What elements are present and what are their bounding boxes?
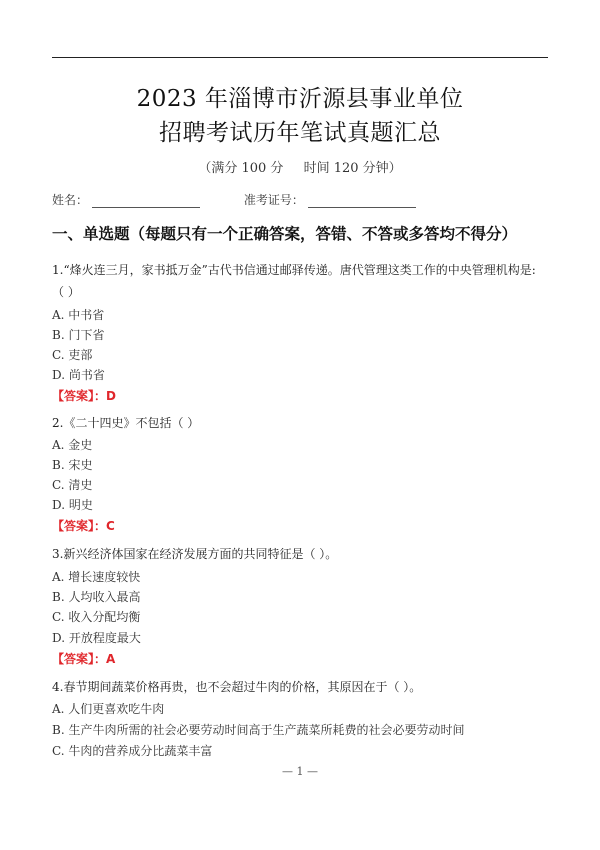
id-label: 准考证号： (243, 193, 304, 207)
question-1-option-c: C. 吏部 (52, 348, 93, 362)
exam-info (0, 157, 600, 176)
top-rule (52, 57, 548, 58)
section-title: 一、单选题（每题只有一个正确答案，答错、不答或多答均不得分） (52, 224, 518, 243)
question-2-option-a: A. 金史 (52, 438, 93, 452)
page-title-line1: 2023 年淄博市沂源县事业单位 (136, 86, 464, 112)
question-3-option-b: B. 人均收入最高 (52, 590, 141, 604)
question-2-answer: 【答案】：C (52, 519, 115, 533)
question-3-option-d: D. 开放程度最大 (52, 631, 141, 645)
question-3-option-c: C. 收入分配均衡 (52, 610, 141, 624)
question-4-option-a: A. 人们更喜欢吃牛肉 (52, 702, 165, 716)
page-title-line2: 招聘考试历年笔试真题汇总 (159, 120, 441, 146)
question-2-option-c: C. 清史 (52, 478, 93, 492)
page-number: — 1 — (282, 765, 318, 778)
question-2-stem: 2.《二十四史》不包括（ ） (52, 416, 200, 430)
question-1-option-a: A. 中书省 (52, 308, 105, 322)
question-4-option-c: C. 牛肉的营养成分比蔬菜丰富 (52, 744, 213, 758)
question-4-stem: 4.春节期间蔬菜价格再贵，也不会超过牛肉的价格，其原因在于（ ）。 (52, 680, 422, 694)
time-info: 时间 120 分钟） (303, 161, 402, 176)
question-1-answer: 【答案】：D (52, 389, 116, 403)
name-field[interactable] (92, 195, 200, 208)
question-2-option-d: D. 明史 (52, 498, 93, 512)
question-1-stem: 1.“烽火连三月，家书抵万金”古代书信通过邮驿传递。唐代管理这类工作的中央管理机构是: (52, 263, 536, 277)
question-4-option-b: B. 生产牛肉所需的社会必要劳动时间高于生产蔬菜所耗费的社会必要劳动时间 (52, 723, 465, 737)
score-info: （满分 100 分 (198, 161, 284, 176)
question-1-option-d: D. 尚书省 (52, 368, 105, 382)
question-2-option-b: B. 宋史 (52, 458, 93, 472)
question-1-option-b: B. 门下省 (52, 328, 105, 342)
name-label: 姓名： (52, 193, 89, 207)
question-3-stem: 3.新兴经济体国家在经济发展方面的共同特征是（ ）。 (52, 547, 338, 561)
question-1-stem-cont: （ ） (52, 285, 80, 299)
question-3-option-a: A. 增长速度较快 (52, 570, 141, 584)
question-3-answer: 【答案】：A (52, 652, 116, 666)
candidate-fields (52, 191, 416, 208)
id-field[interactable] (308, 195, 416, 208)
